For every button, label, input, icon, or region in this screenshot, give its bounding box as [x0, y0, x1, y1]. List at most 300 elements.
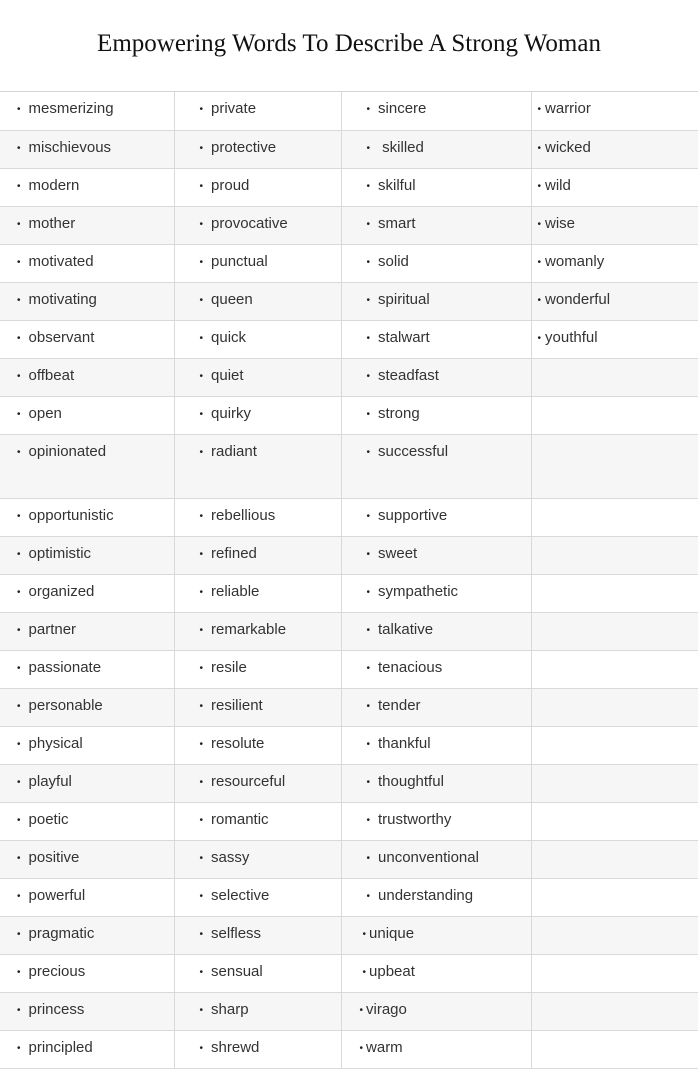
word-text: poetic [28, 810, 69, 828]
word-text: proud [211, 176, 250, 194]
bullet-icon: • [17, 586, 21, 598]
bullet-icon: • [199, 928, 204, 940]
word-text: virago [366, 1000, 407, 1018]
word-cell [174, 802, 341, 840]
word-text: punctual [211, 252, 268, 270]
word-text: resile [211, 658, 247, 676]
bullet-icon: • [199, 332, 204, 344]
word-text: observant [28, 328, 95, 346]
word-text: wonderful [545, 290, 611, 308]
word-cell [174, 688, 341, 726]
word-text: romantic [211, 810, 269, 828]
table-row [0, 396, 698, 434]
bullet-icon: • [17, 738, 21, 750]
bullet-icon: • [17, 662, 21, 674]
list-item [175, 689, 341, 716]
word-cell [174, 764, 341, 802]
word-text: playful [28, 772, 72, 790]
bullet-icon: • [17, 548, 21, 560]
word-cell [531, 916, 698, 954]
word-cell [531, 650, 698, 688]
bullet-icon: • [199, 852, 204, 864]
list-item [175, 131, 341, 158]
list-item [0, 841, 174, 868]
list-item [0, 537, 174, 564]
word-text: thankful [378, 734, 431, 752]
word-text: opportunistic [28, 506, 114, 524]
list-item [0, 917, 174, 944]
word-cell [531, 434, 698, 498]
table-row [0, 802, 698, 840]
list-item [342, 727, 531, 754]
bullet-icon: • [366, 408, 371, 420]
list-item [0, 803, 174, 830]
list-item [175, 651, 341, 678]
word-text: thoughtful [378, 772, 444, 790]
list-item [532, 207, 698, 234]
word-cell [0, 612, 174, 650]
table-row [0, 498, 698, 536]
list-item [175, 207, 341, 234]
word-text: upbeat [369, 962, 415, 980]
table-row [0, 612, 698, 650]
word-cell [174, 574, 341, 612]
bullet-icon: • [199, 1004, 204, 1016]
table-row [0, 764, 698, 802]
word-text: partner [28, 620, 77, 638]
bullet-icon: • [17, 814, 21, 826]
bullet-icon: • [537, 294, 542, 306]
word-cell [174, 396, 341, 434]
word-cell [531, 396, 698, 434]
list-item [342, 169, 531, 196]
word-cell [174, 358, 341, 396]
word-cell [0, 282, 174, 320]
bullet-icon: • [359, 1042, 364, 1054]
word-cell [174, 878, 341, 916]
table-row [0, 206, 698, 244]
bullet-icon: • [17, 776, 21, 788]
word-cell [174, 536, 341, 574]
word-text: shrewd [211, 1038, 260, 1056]
bullet-icon: • [537, 142, 542, 154]
word-cell [531, 206, 698, 244]
table-row [0, 1030, 698, 1068]
word-text: open [28, 404, 62, 422]
word-cell [0, 650, 174, 688]
bullet-icon: • [199, 548, 204, 560]
list-item [532, 131, 698, 158]
list-item [0, 575, 174, 602]
word-cell [341, 434, 531, 498]
word-text: radiant [211, 442, 257, 460]
word-cell [341, 688, 531, 726]
bullet-icon: • [17, 1042, 21, 1054]
word-cell [531, 878, 698, 916]
bullet-icon: • [199, 446, 204, 458]
word-text: princess [28, 1000, 85, 1018]
list-item [0, 651, 174, 678]
list-item [0, 993, 174, 1020]
word-cell [0, 802, 174, 840]
word-cell [341, 536, 531, 574]
bullet-icon: • [366, 332, 371, 344]
word-text: physical [28, 734, 83, 752]
table-row [0, 92, 698, 130]
list-item [342, 397, 531, 424]
list-item [342, 879, 531, 906]
word-text: smart [378, 214, 416, 232]
word-text: remarkable [211, 620, 287, 638]
table-row [0, 916, 698, 954]
bullet-icon: • [537, 104, 542, 115]
word-text: sincere [378, 100, 427, 117]
word-text: sympathetic [378, 582, 459, 600]
word-cell [0, 130, 174, 168]
word-cell [531, 1030, 698, 1068]
word-cell [174, 1030, 341, 1068]
word-cell [174, 612, 341, 650]
list-item [342, 92, 531, 119]
word-cell [174, 916, 341, 954]
word-text: powerful [28, 886, 86, 904]
list-item [0, 727, 174, 754]
list-item [342, 283, 531, 310]
word-cell [531, 244, 698, 282]
list-item [342, 955, 531, 982]
word-text: resolute [211, 734, 265, 752]
table-row [0, 840, 698, 878]
word-text: quiet [211, 366, 244, 384]
list-item [532, 321, 698, 348]
word-cell [341, 358, 531, 396]
word-cell [174, 434, 341, 498]
word-cell [0, 1030, 174, 1068]
bullet-icon: • [17, 510, 21, 522]
word-text: principled [28, 1038, 93, 1056]
bullet-icon: • [17, 180, 21, 192]
bullet-icon: • [366, 142, 371, 154]
bullet-icon: • [199, 1042, 204, 1054]
list-item [342, 917, 531, 944]
word-cell [341, 574, 531, 612]
word-text: wise [545, 214, 576, 232]
list-item [0, 1031, 174, 1058]
list-item [175, 283, 341, 310]
word-cell [174, 130, 341, 168]
list-item [342, 131, 531, 158]
word-cell [531, 130, 698, 168]
list-item [0, 359, 174, 386]
word-cell [341, 764, 531, 802]
bullet-icon: • [17, 446, 21, 458]
word-text: steadfast [378, 366, 439, 384]
word-cell [0, 498, 174, 536]
word-text: sharp [211, 1000, 249, 1018]
word-cell [174, 206, 341, 244]
bullet-icon: • [537, 218, 542, 230]
list-item [342, 245, 531, 272]
list-item [342, 1031, 531, 1058]
word-text: supportive [378, 506, 448, 524]
bullet-icon: • [362, 966, 367, 978]
word-cell [0, 840, 174, 878]
word-text: understanding [378, 886, 474, 904]
word-cell [341, 878, 531, 916]
list-item [532, 245, 698, 272]
bullet-icon: • [199, 142, 204, 154]
word-text: mesmerizing [28, 100, 114, 117]
word-cell [0, 878, 174, 916]
bullet-icon: • [17, 852, 21, 864]
word-text: organized [28, 582, 95, 600]
word-text: rebellious [211, 506, 276, 524]
word-text: optimistic [28, 544, 92, 562]
table-row [0, 434, 698, 498]
word-cell [531, 168, 698, 206]
bullet-icon: • [17, 624, 21, 636]
word-text: trustworthy [378, 810, 452, 828]
list-item [175, 92, 341, 119]
word-cell [531, 574, 698, 612]
word-cell [174, 726, 341, 764]
bullet-icon: • [366, 548, 371, 560]
word-cell [0, 434, 174, 498]
word-cell [341, 916, 531, 954]
list-item [342, 359, 531, 386]
table-row [0, 726, 698, 764]
word-text: protective [211, 138, 277, 156]
word-cell [174, 244, 341, 282]
table-row [0, 244, 698, 282]
list-item [342, 207, 531, 234]
word-text: skilful [378, 176, 416, 194]
word-text: quick [211, 328, 247, 346]
list-item [0, 169, 174, 196]
word-cell [341, 320, 531, 358]
list-item [175, 359, 341, 386]
word-cell [0, 916, 174, 954]
list-item [175, 727, 341, 754]
bullet-icon: • [17, 928, 21, 940]
list-item [0, 131, 174, 158]
bullet-icon: • [17, 890, 21, 902]
list-item [0, 499, 174, 526]
word-text: positive [28, 848, 80, 866]
list-item [342, 537, 531, 564]
bullet-icon: • [366, 294, 371, 306]
bullet-icon: • [199, 738, 204, 750]
table-row [0, 688, 698, 726]
word-text: selective [211, 886, 270, 904]
bullet-icon: • [199, 370, 204, 382]
list-item [342, 575, 531, 602]
word-cell [531, 992, 698, 1030]
bullet-icon: • [199, 104, 204, 115]
word-cell [341, 650, 531, 688]
word-cell [341, 726, 531, 764]
bullet-icon: • [17, 370, 21, 382]
list-item [342, 803, 531, 830]
word-text: provocative [211, 214, 288, 232]
word-cell [531, 840, 698, 878]
word-cell [174, 92, 341, 130]
word-text: quirky [211, 404, 252, 422]
bullet-icon: • [17, 256, 21, 268]
word-cell [341, 168, 531, 206]
table-row [0, 536, 698, 574]
list-item [175, 765, 341, 792]
word-cell [174, 840, 341, 878]
list-item [175, 537, 341, 564]
word-text: modern [28, 176, 80, 194]
word-text: sensual [211, 962, 263, 980]
list-item [175, 575, 341, 602]
word-text: precious [28, 962, 86, 980]
bullet-icon: • [17, 104, 21, 115]
bullet-icon: • [199, 510, 204, 522]
word-text: mischievous [28, 138, 112, 156]
word-text: stalwart [378, 328, 430, 346]
word-text: resourceful [211, 772, 286, 790]
list-item [0, 955, 174, 982]
list-item [175, 917, 341, 944]
word-text: unique [369, 924, 415, 942]
list-item [175, 245, 341, 272]
table-row [0, 574, 698, 612]
table-row [0, 320, 698, 358]
list-item [342, 841, 531, 868]
bullet-icon: • [366, 256, 371, 268]
list-item [0, 435, 174, 462]
word-text: private [211, 100, 257, 117]
word-text: womanly [545, 252, 605, 270]
word-text: wild [545, 176, 571, 194]
list-item [342, 321, 531, 348]
bullet-icon: • [17, 294, 21, 306]
word-cell [0, 726, 174, 764]
list-item [175, 879, 341, 906]
bullet-icon: • [366, 776, 371, 788]
word-text: opinionated [28, 442, 107, 460]
word-cell [531, 320, 698, 358]
word-cell [0, 320, 174, 358]
word-table [0, 92, 698, 1069]
list-item [342, 435, 531, 462]
bullet-icon: • [17, 218, 21, 230]
list-item [175, 397, 341, 424]
list-item [0, 397, 174, 424]
word-cell [174, 282, 341, 320]
bullet-icon: • [366, 180, 371, 192]
bullet-icon: • [17, 700, 21, 712]
page-title: Empowering Words To Describe A Strong Woman [0, 0, 698, 92]
word-text: solid [378, 252, 409, 270]
list-item [175, 1031, 341, 1058]
word-cell [531, 688, 698, 726]
word-text: personable [28, 696, 103, 714]
table-row [0, 878, 698, 916]
word-text: reliable [211, 582, 260, 600]
bullet-icon: • [17, 966, 21, 978]
word-cell [174, 168, 341, 206]
word-cell [0, 206, 174, 244]
word-cell [0, 244, 174, 282]
table-row [0, 282, 698, 320]
word-cell [341, 954, 531, 992]
bullet-icon: • [17, 1004, 21, 1016]
list-item [0, 245, 174, 272]
list-item [0, 92, 174, 119]
word-text: offbeat [28, 366, 75, 384]
list-item [175, 435, 341, 462]
word-text: wicked [545, 138, 591, 156]
word-cell [174, 498, 341, 536]
word-cell [174, 320, 341, 358]
list-item [0, 765, 174, 792]
bullet-icon: • [366, 814, 371, 826]
bullet-icon: • [17, 332, 21, 344]
word-cell [0, 92, 174, 130]
list-item [0, 879, 174, 906]
word-text: motivated [28, 252, 94, 270]
bullet-icon: • [199, 776, 204, 788]
word-cell [531, 536, 698, 574]
table-row [0, 954, 698, 992]
word-cell [341, 1030, 531, 1068]
bullet-icon: • [199, 218, 204, 230]
word-text: resilient [211, 696, 263, 714]
bullet-icon: • [366, 738, 371, 750]
bullet-icon: • [199, 700, 204, 712]
word-cell [341, 92, 531, 130]
word-text: sassy [211, 848, 250, 866]
word-text: motivating [28, 290, 97, 308]
word-cell [341, 282, 531, 320]
word-cell [531, 358, 698, 396]
bullet-icon: • [199, 624, 204, 636]
word-cell [0, 536, 174, 574]
list-item [175, 169, 341, 196]
bullet-icon: • [366, 624, 371, 636]
word-cell [341, 802, 531, 840]
word-text: tender [378, 696, 421, 714]
list-item [342, 499, 531, 526]
list-item [0, 613, 174, 640]
list-item [0, 689, 174, 716]
word-cell [341, 840, 531, 878]
bullet-icon: • [366, 852, 371, 864]
word-text: warm [366, 1038, 403, 1056]
word-cell [0, 168, 174, 206]
word-text: talkative [378, 620, 434, 638]
word-cell [0, 396, 174, 434]
bullet-icon: • [199, 814, 204, 826]
bullet-icon: • [366, 218, 371, 230]
word-cell [0, 574, 174, 612]
word-text: strong [378, 404, 420, 422]
bullet-icon: • [537, 332, 542, 344]
bullet-icon: • [199, 890, 204, 902]
list-item [0, 207, 174, 234]
list-item [342, 993, 531, 1020]
bullet-icon: • [199, 586, 204, 598]
word-cell [0, 954, 174, 992]
bullet-icon: • [17, 142, 21, 154]
list-item [532, 283, 698, 310]
word-cell [174, 650, 341, 688]
table-row [0, 168, 698, 206]
